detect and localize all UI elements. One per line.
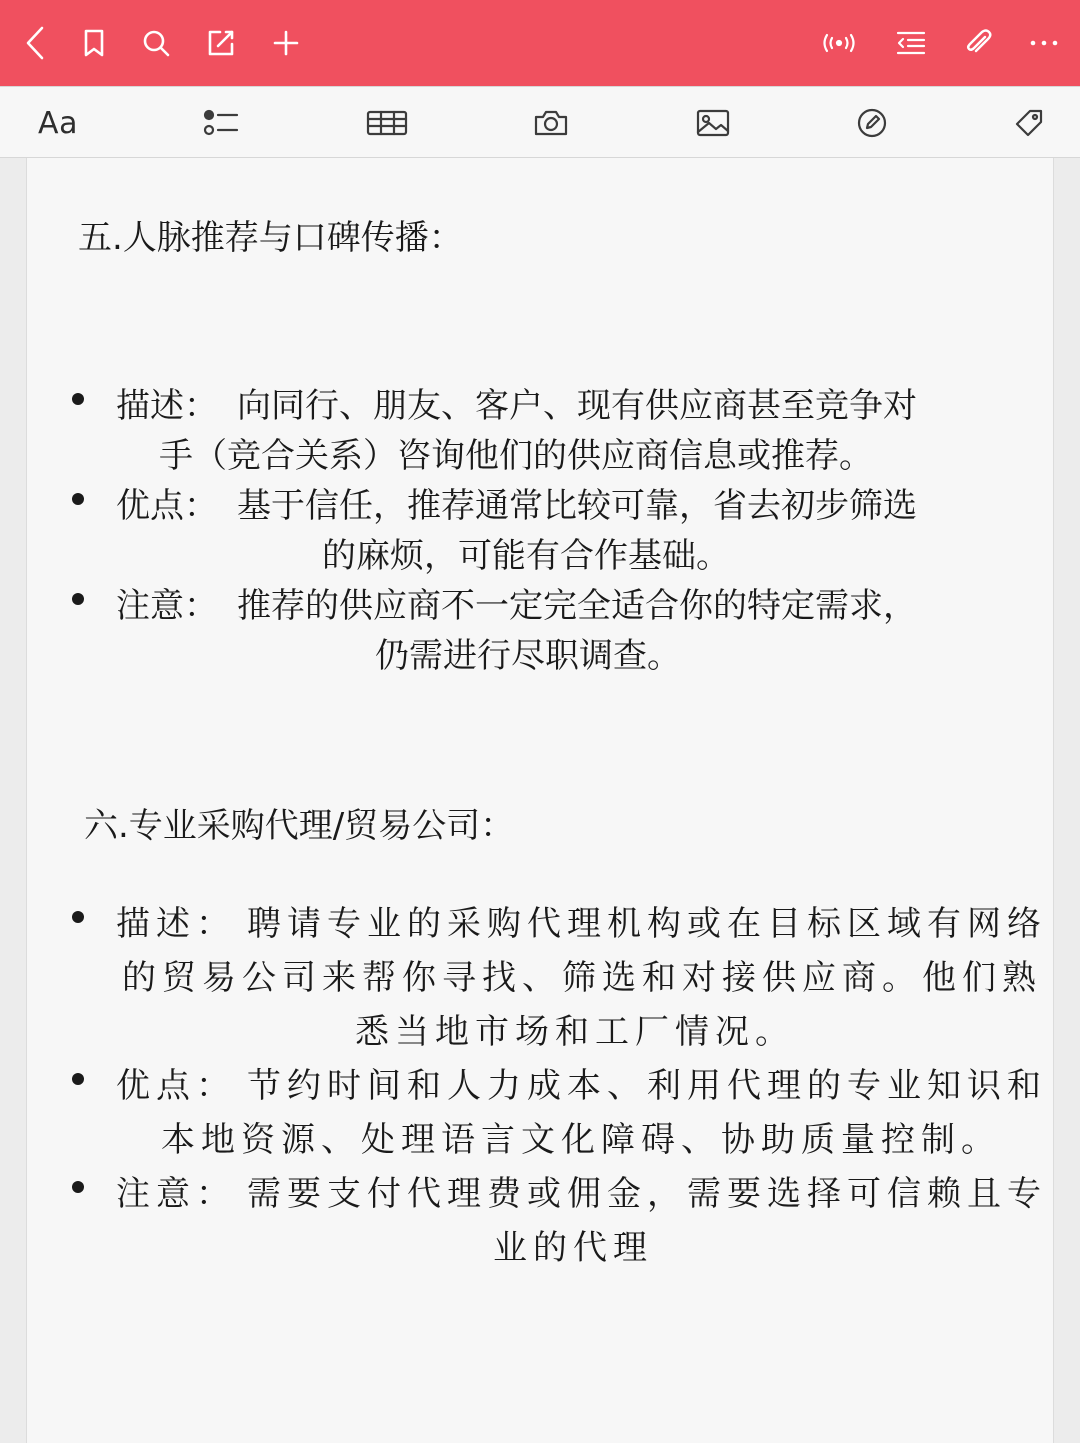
camera-icon (533, 108, 569, 138)
checklist-icon (202, 108, 240, 138)
image-icon (695, 108, 731, 138)
table-button[interactable] (364, 101, 410, 145)
format-toolbar (0, 86, 1080, 158)
edit-icon (206, 28, 236, 58)
item-text-line: 推荐的供应商不一定完全适合你的特定需求， (237, 586, 917, 626)
add-button[interactable] (265, 22, 307, 64)
top-navigation-bar (0, 0, 1080, 86)
item-label: 注意： (116, 1174, 236, 1214)
tag-icon (1013, 107, 1045, 139)
font-style-button[interactable] (34, 101, 82, 145)
item-label: 优点： (116, 1066, 236, 1106)
bullet (72, 911, 84, 923)
outline-button[interactable] (890, 22, 932, 64)
note-content[interactable] (26, 158, 1054, 1443)
broadcast-icon (820, 31, 858, 55)
bullet (72, 593, 84, 605)
chevron-left-icon (22, 25, 50, 61)
item-label: 注意： (116, 586, 218, 626)
more-icon (1029, 38, 1059, 48)
outline-icon (895, 29, 927, 57)
item-text-line: 本地资源、处理语言文化障碍、协助质量控制。 (161, 1120, 1001, 1160)
item-text-line: 仍需进行尽职调查。 (375, 636, 681, 676)
bullet (72, 393, 84, 405)
back-button[interactable] (15, 22, 57, 64)
bookmark-icon (82, 28, 106, 58)
item-text-line: 业的代理 (493, 1228, 653, 1268)
font-style-label: Aa (38, 105, 78, 141)
item-text-line: 手（竞合关系）咨询他们的供应商信息或推荐。 (159, 436, 873, 476)
item-text-line: 的贸易公司来帮你寻找、筛选和对接供应商。他们熟 (122, 958, 1042, 998)
item-label: 优点： (116, 486, 218, 526)
item-label: 描述： (116, 904, 236, 944)
item-text-line: 悉当地市场和工厂情况。 (355, 1012, 795, 1052)
bookmark-button[interactable] (73, 22, 115, 64)
plus-icon (272, 29, 300, 57)
attach-button[interactable] (957, 22, 999, 64)
table-icon (366, 109, 408, 137)
image-button[interactable] (690, 101, 736, 145)
item-text-line: 需要支付代理费或佣金，需要选择可信赖且专 (247, 1174, 1047, 1214)
pen-circle-icon (856, 107, 888, 139)
item-text-line: 基于信任，推荐通常比较可靠，省去初步筛选 (237, 486, 917, 526)
edit-button[interactable] (200, 22, 242, 64)
more-button[interactable] (1023, 22, 1065, 64)
camera-button[interactable] (528, 101, 574, 145)
bullet (72, 493, 84, 505)
broadcast-button[interactable] (818, 22, 860, 64)
section-heading: 五.人脉推荐与口碑传播： (78, 218, 463, 258)
tag-button[interactable] (1006, 101, 1052, 145)
section-heading: 六.专业采购代理/贸易公司： (84, 806, 515, 846)
item-text-line: 的麻烦，可能有合作基础。 (322, 536, 730, 576)
search-button[interactable] (135, 22, 177, 64)
bullet (72, 1181, 84, 1193)
draw-button[interactable] (849, 101, 895, 145)
checklist-button[interactable] (198, 101, 244, 145)
item-text-line: 节约时间和人力成本、利用代理的专业知识和 (247, 1066, 1047, 1106)
bullet (72, 1073, 84, 1085)
paperclip-icon (963, 28, 993, 58)
item-text-line: 向同行、朋友、客户、现有供应商甚至竞争对 (237, 386, 917, 426)
item-label: 描述： (116, 386, 218, 426)
item-text-line: 聘请专业的采购代理机构或在目标区域有网络 (247, 904, 1047, 944)
search-icon (141, 28, 171, 58)
